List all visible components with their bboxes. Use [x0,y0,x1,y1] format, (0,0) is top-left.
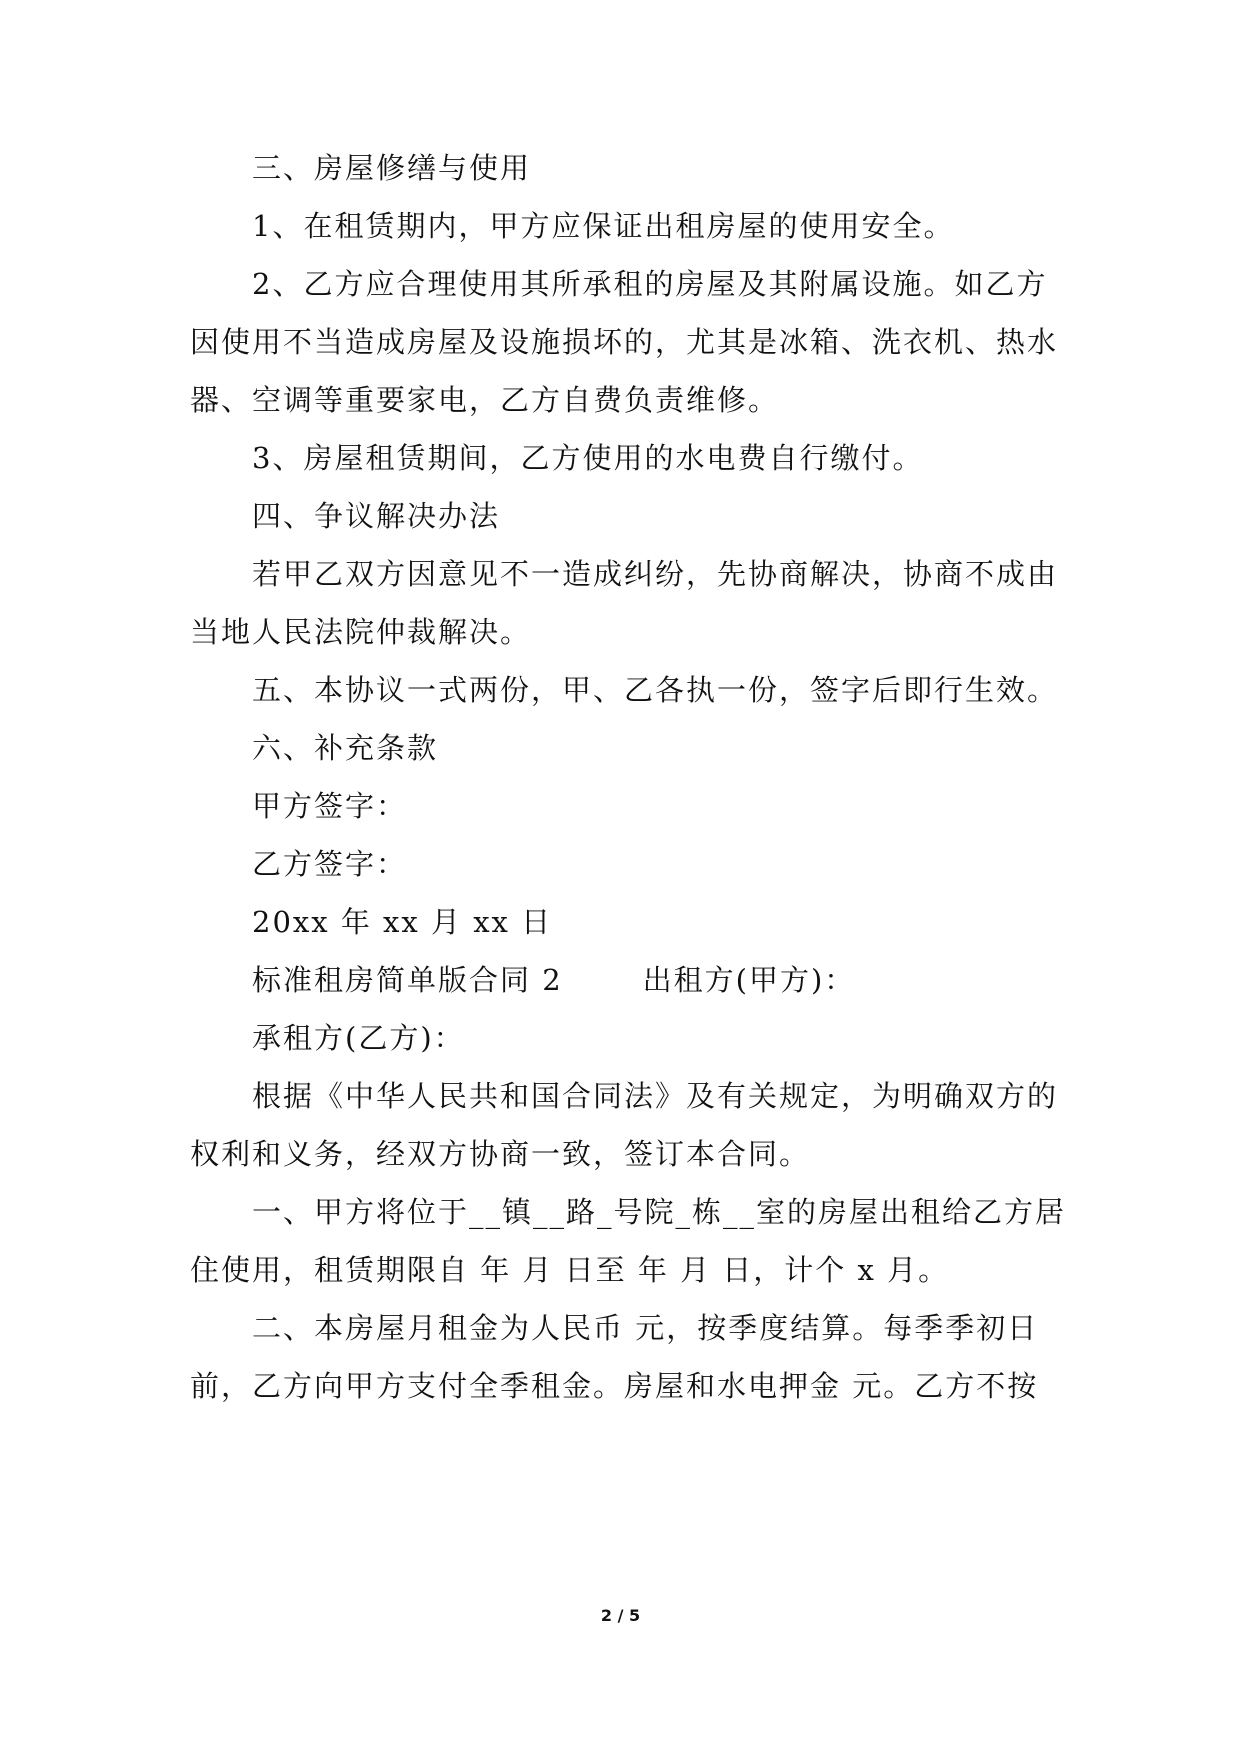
paragraph-line: 二、本房屋月租金为人民币 元，按季度结算。每季季初日 [252,1311,1039,1345]
lessor-label: 出租方(甲方)： [642,963,856,997]
contract-title: 标准租房简单版合同 2 [252,963,563,997]
paragraph-line: 住使用，租赁期限自 年 月 日至 年 月 日，计个 x 月。 [190,1253,950,1287]
paragraph-line: 2、乙方应合理使用其所承租的房屋及其附属设施。如乙方 [252,267,1048,301]
paragraph-line: 五、本协议一式两份，甲、乙各执一份，签字后即行生效。 [252,673,1059,707]
section-heading-supplement: 六、补充条款 [252,731,439,765]
signing-date: 20xx 年 xx 月 xx 日 [252,905,553,939]
paragraph-line: 器、空调等重要家电，乙方自费负责维修。 [190,383,780,417]
section-heading-dispute: 四、争议解决办法 [252,499,501,533]
paragraph-line: 因使用不当造成房屋及设施损坏的，尤其是冰箱、洗衣机、热水 [190,325,1059,359]
section-heading-repair: 三、房屋修缮与使用 [252,151,532,185]
paragraph-line: 前，乙方向甲方支付全季租金。房屋和水电押金 元。乙方不按 [190,1369,1039,1403]
party-b-signature-label: 乙方签字： [252,847,408,881]
paragraph-line: 一、甲方将位于__镇__路_号院_栋__室的房屋出租给乙方居 [252,1195,1067,1229]
paragraph-line: 若甲乙双方因意见不一造成纠纷，先协商解决，协商不成由 [252,557,1059,591]
contract-title-line [252,960,855,1000]
paragraph-line: 1、在租赁期内，甲方应保证出租房屋的使用安全。 [252,209,955,243]
paragraph-line: 根据《中华人民共和国合同法》及有关规定，为明确双方的 [252,1079,1059,1113]
page-number: 2 / 5 [600,1606,641,1625]
paragraph-line: 当地人民法院仲裁解决。 [190,615,532,649]
paragraph-line: 3、房屋租赁期间，乙方使用的水电费自行缴付。 [252,441,924,475]
party-a-signature-label: 甲方签字： [252,789,408,823]
lessee-label: 承租方(乙方)： [252,1021,465,1055]
paragraph-line: 权利和义务，经双方协商一致，签订本合同。 [190,1137,811,1171]
